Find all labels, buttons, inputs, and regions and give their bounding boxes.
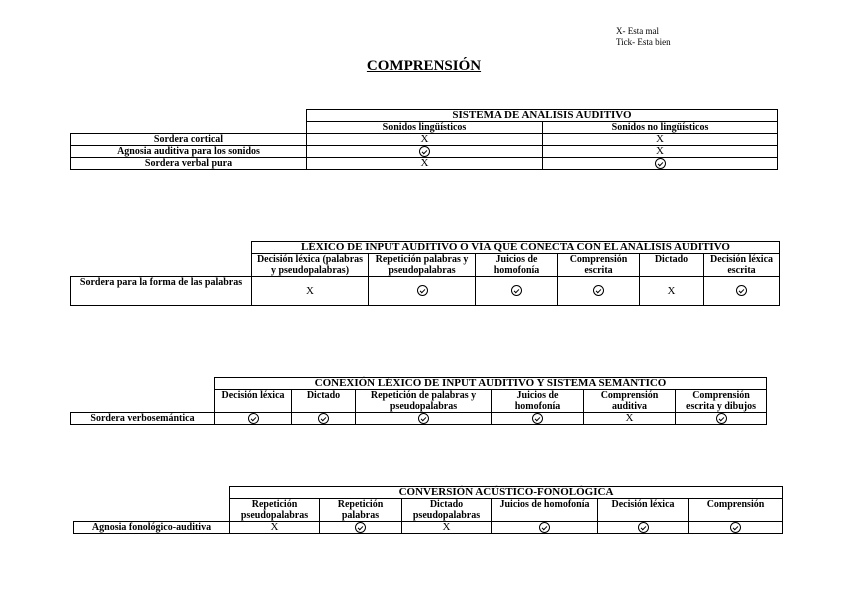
result-x: X [230, 522, 320, 534]
column-header: Juicios de homofonía [492, 390, 584, 413]
result-tick [307, 146, 543, 158]
row-label: Sordera para la forma de las palabras [71, 277, 252, 306]
table-lexicon-semantic [70, 377, 767, 425]
table-header: CONVERSIÓN ACÚSTICO-FONOLÓGICA [230, 487, 783, 499]
result-tick [598, 522, 689, 534]
result-tick [492, 413, 584, 425]
table-row [71, 277, 780, 306]
result-tick [689, 522, 783, 534]
table-row [71, 158, 778, 170]
check-circle-icon [532, 413, 543, 424]
check-circle-icon [655, 158, 666, 169]
result-tick [215, 413, 292, 425]
table-header: CONEXIÓN LÉXICO DE INPUT AUDITIVO Y SISTEMA SEMÁNTICO [215, 378, 767, 390]
result-x: X [543, 134, 778, 146]
result-x: X [640, 277, 704, 306]
result-tick [543, 158, 778, 170]
column-header: Juicios de homofonía [492, 499, 598, 522]
check-circle-icon [593, 285, 604, 296]
row-label: Sordera verbosemántica [71, 413, 215, 425]
column-header: Comprensión escrita [558, 254, 640, 277]
check-circle-icon [730, 522, 741, 533]
check-circle-icon [248, 413, 259, 424]
column-header: Decisión léxica [598, 499, 689, 522]
table-row [71, 146, 778, 158]
check-circle-icon [736, 285, 747, 296]
table-row [71, 413, 767, 425]
column-header: Repetición de palabras y pseudopalabras [356, 390, 492, 413]
table-auditory-lexicon [70, 241, 780, 306]
legend-tick: Tick- Esta bien [616, 37, 671, 47]
check-circle-icon [716, 413, 727, 424]
column-header: Repetición palabras [320, 499, 402, 522]
column-header: Comprensión escrita y dibujos [676, 390, 767, 413]
result-tick [369, 277, 476, 306]
result-tick [292, 413, 356, 425]
table-acoustic-phonological [73, 486, 783, 534]
result-tick [320, 522, 402, 534]
table-auditory-analysis [70, 109, 778, 170]
column-header: Decisión léxica (palabras y pseudopalabras) [252, 254, 369, 277]
check-circle-icon [638, 522, 649, 533]
legend [616, 26, 671, 48]
column-header: Sonidos lingüísticos [307, 122, 543, 134]
column-header: Comprensión auditiva [584, 390, 676, 413]
column-header: Juicios de homofonía [476, 254, 558, 277]
result-x: X [402, 522, 492, 534]
column-header: Decisión léxica escrita [704, 254, 780, 277]
column-header: Decisión léxica [215, 390, 292, 413]
row-label: Agnosia auditiva para los sonidos [71, 146, 307, 158]
result-tick [476, 277, 558, 306]
page-title: COMPRENSIÓN [366, 58, 482, 74]
column-header: Repetición pseudopalabras [230, 499, 320, 522]
column-header: Sonidos no lingüísticos [543, 122, 778, 134]
result-x: X [307, 158, 543, 170]
result-x: X [307, 134, 543, 146]
check-circle-icon [419, 146, 430, 157]
table-row [74, 522, 783, 534]
table-header: LÉXICO DE INPUT AUDITIVO O VÍA QUE CONECTA CON EL ANÁLISIS AUDITIVO [252, 242, 780, 254]
result-x: X [252, 277, 369, 306]
check-circle-icon [418, 413, 429, 424]
column-header: Dictado pseudopalabras [402, 499, 492, 522]
check-circle-icon [355, 522, 366, 533]
check-circle-icon [417, 285, 428, 296]
row-label: Sordera verbal pura [71, 158, 307, 170]
result-tick [558, 277, 640, 306]
result-tick [704, 277, 780, 306]
check-circle-icon [318, 413, 329, 424]
column-header: Repetición palabras y pseudopalabras [369, 254, 476, 277]
table-header: SISTEMA DE ANÁLISIS AUDITIVO [307, 110, 778, 122]
result-tick [356, 413, 492, 425]
row-label: Agnosia fonológico-auditiva [74, 522, 230, 534]
table-row [71, 134, 778, 146]
result-x: X [584, 413, 676, 425]
legend-x: X- Esta mal [616, 26, 659, 36]
row-label: Sordera cortical [71, 134, 307, 146]
column-header: Dictado [640, 254, 704, 277]
result-tick [492, 522, 598, 534]
result-x: X [543, 146, 778, 158]
check-circle-icon [511, 285, 522, 296]
column-header: Dictado [292, 390, 356, 413]
result-tick [676, 413, 767, 425]
column-header: Comprensión [689, 499, 783, 522]
check-circle-icon [539, 522, 550, 533]
